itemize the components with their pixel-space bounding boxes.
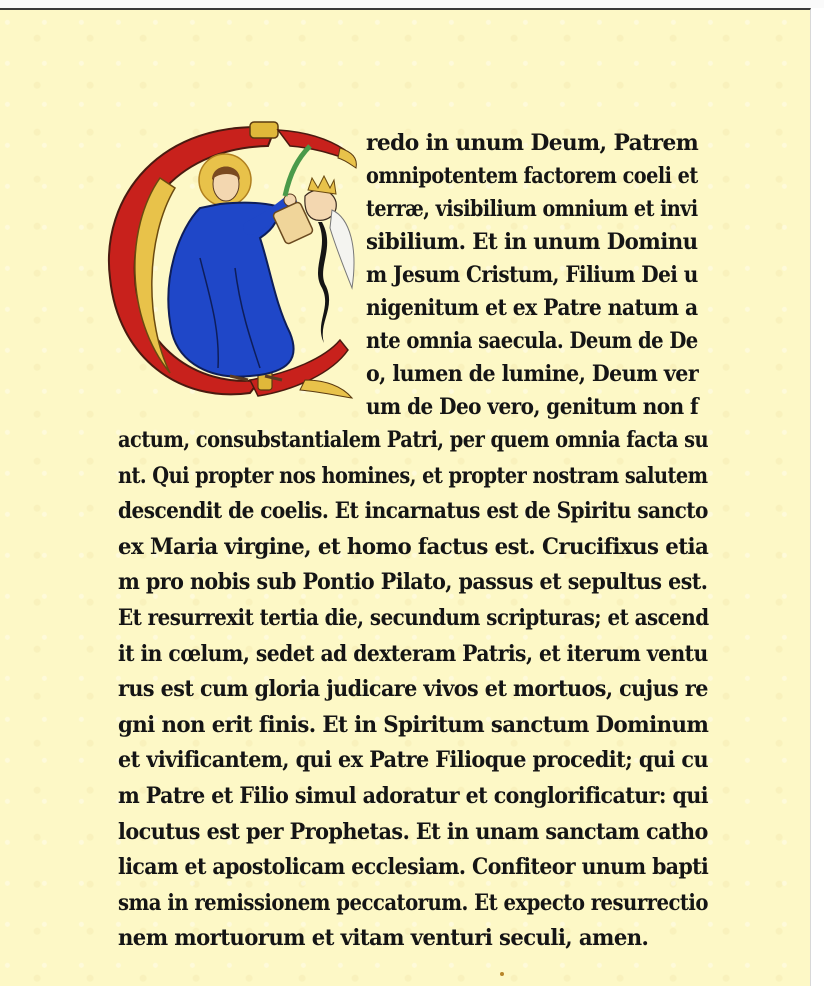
text-line: o, lumen de lumine, Deum ver [366, 361, 699, 387]
initial-bottom-scroll-gold [300, 380, 352, 398]
page-top-edge [0, 0, 824, 8]
text-line: nem mortuorum et vitam venturi seculi, amen. [118, 925, 649, 952]
illuminated-initial-c [100, 118, 360, 408]
text-line: sma in remissionem peccatorum. Et expecto resurrectio [118, 889, 708, 916]
text-line: nte omnia saecula. Deum de De [366, 328, 698, 354]
paper-speck [500, 972, 504, 976]
text-line: m pro nobis sub Pontio Pilato, passus et sepultus est. [118, 569, 708, 596]
creature-wing [330, 210, 354, 288]
text-line: actum, consubstantialem Patri, per quem omnia facta su [118, 427, 709, 453]
angel-robe [168, 203, 293, 377]
text-line: Et resurrexit tertia die, secundum scripturas; et ascend [118, 605, 709, 631]
text-line: locutus est per Prophetas. Et in unam sanctam catho [118, 818, 708, 845]
text-line: nt. Qui propter nos homines, et propter nostram salutem [118, 462, 708, 489]
initial-top-knot [250, 122, 278, 138]
text-line: it in cœlum, sedet ad dexteram Patris, et iterum ventu [118, 640, 708, 667]
text-line: sibilium. Et in unum Dominu [366, 229, 698, 255]
creature-body [318, 222, 329, 343]
text-line: rus est cum gloria judicare vivos et mortuos, cujus re [118, 676, 708, 703]
text-line: omnipotentem factorem coeli et [366, 163, 698, 189]
text-line: nigenitum et ex Patre natum a [366, 295, 698, 321]
palm-frond [285, 146, 310, 196]
initial-top-scroll-gold [338, 148, 356, 168]
text-line: gni non erit finis. Et in Spiritum sanctum Dominum [118, 711, 709, 738]
text-line: m Patre et Filio simul adoratur et conglorificatur: qui [118, 783, 708, 809]
text-line: m Jesum Cristum, Filium Dei u [366, 262, 698, 288]
text-line: licam et apostolicam ecclesiam. Confiteor unum bapti [118, 854, 709, 881]
text-line: terræ, visibilium omnium et invi [366, 196, 698, 222]
text-line: ex Maria virgine, et homo factus est. Crucifixus etia [118, 533, 709, 560]
text-line: um de Deo vero, genitum non f [366, 394, 699, 420]
text-line: descendit de coelis. Et incarnatus est de Spiritu sancto [118, 498, 708, 525]
text-line: et vivificantem, qui ex Patre Filioque procedit; qui cu [118, 747, 709, 774]
text-line: redo in unum Deum, Patrem [366, 130, 699, 156]
